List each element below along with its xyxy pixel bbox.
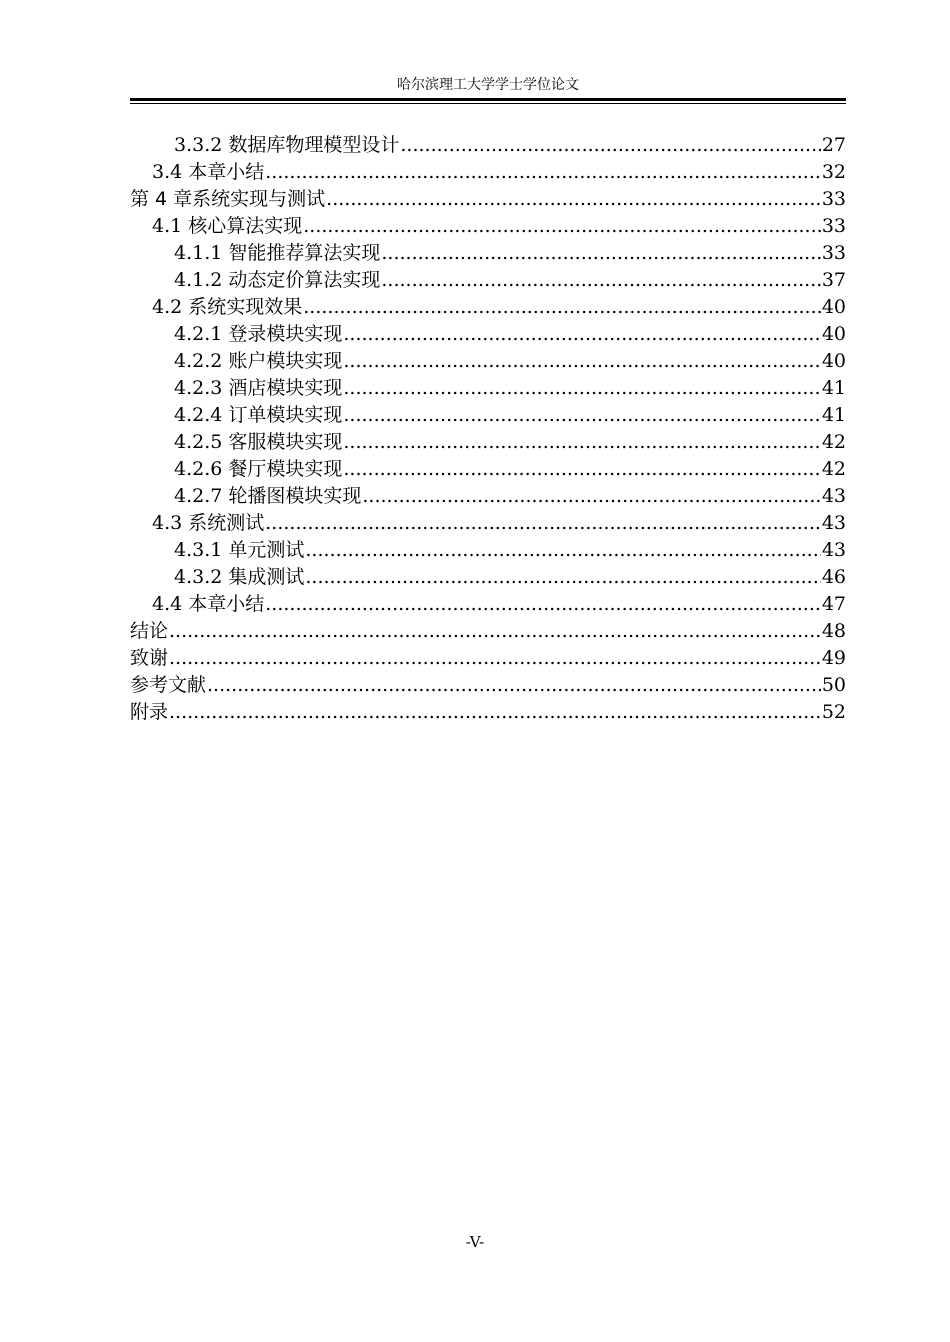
- toc-entry-label: 4.1.2 动态定价算法实现: [174, 269, 381, 291]
- toc-dot-leader: [303, 213, 821, 240]
- toc-dot-leader: [343, 348, 820, 375]
- header-rule-thin: [130, 103, 846, 104]
- toc-entry[interactable]: [130, 645, 846, 672]
- page-number: -V-: [465, 1233, 485, 1251]
- toc-entry-page: 33: [821, 215, 846, 237]
- toc-entry-page: 33: [821, 242, 846, 264]
- toc-dot-leader: [381, 240, 820, 267]
- table-of-contents: [130, 132, 846, 726]
- toc-entry-page: 43: [821, 539, 846, 561]
- toc-entry-label: 4.3.2 集成测试: [174, 566, 305, 588]
- toc-entry-label: 结论: [130, 620, 169, 642]
- toc-entry-label: 4.3.1 单元测试: [174, 539, 305, 561]
- toc-dot-leader: [169, 618, 821, 645]
- toc-dot-leader: [265, 159, 821, 186]
- toc-entry-label: 4.2.6 餐厅模块实现: [174, 458, 343, 480]
- toc-entry-page: 52: [821, 701, 846, 723]
- toc-entry[interactable]: [130, 618, 846, 645]
- toc-entry[interactable]: [130, 294, 846, 321]
- toc-entry-page: 48: [821, 620, 846, 642]
- toc-dot-leader: [343, 456, 820, 483]
- toc-dot-leader: [343, 321, 820, 348]
- toc-entry-label: 4.1.1 智能推荐算法实现: [174, 242, 381, 264]
- toc-entry-page: 46: [821, 566, 846, 588]
- toc-entry-label: 3.4 本章小结: [152, 161, 265, 183]
- toc-entry-page: 43: [821, 485, 846, 507]
- toc-dot-leader: [343, 375, 820, 402]
- toc-entry[interactable]: [130, 564, 846, 591]
- toc-dot-leader: [362, 483, 820, 510]
- toc-entry-page: 41: [821, 404, 846, 426]
- toc-dot-leader: [343, 429, 820, 456]
- toc-entry-label: 4.2 系统实现效果: [152, 296, 303, 318]
- toc-dot-leader: [305, 537, 820, 564]
- toc-dot-leader: [326, 186, 821, 213]
- toc-entry[interactable]: [130, 132, 846, 159]
- toc-entry-label: 4.2.4 订单模块实现: [174, 404, 343, 426]
- toc-dot-leader: [265, 510, 821, 537]
- toc-entry-page: 27: [821, 134, 846, 156]
- header-rule-thick: [130, 98, 846, 101]
- toc-dot-leader: [207, 672, 821, 699]
- toc-entry-page: 41: [821, 377, 846, 399]
- toc-dot-leader: [303, 294, 821, 321]
- toc-entry-page: 47: [821, 593, 846, 615]
- toc-entry-page: 37: [821, 269, 846, 291]
- toc-entry[interactable]: [130, 348, 846, 375]
- toc-entry[interactable]: [130, 375, 846, 402]
- running-header: 哈尔滨理工大学学士学位论文: [397, 77, 579, 93]
- toc-entry-label: 4.2.3 酒店模块实现: [174, 377, 343, 399]
- toc-entry-label: 4.2.2 账户模块实现: [174, 350, 343, 372]
- toc-dot-leader: [169, 645, 821, 672]
- toc-entry[interactable]: [130, 591, 846, 618]
- toc-entry-label: 4.3 系统测试: [152, 512, 265, 534]
- toc-dot-leader: [343, 402, 820, 429]
- toc-entry[interactable]: [130, 186, 846, 213]
- toc-entry-page: 32: [821, 161, 846, 183]
- toc-entry[interactable]: [130, 483, 846, 510]
- toc-entry-label: 第 4 章系统实现与测试: [130, 188, 326, 210]
- toc-entry-page: 40: [821, 350, 846, 372]
- toc-entry-label: 参考文献: [130, 674, 207, 696]
- toc-entry[interactable]: [130, 267, 846, 294]
- toc-dot-leader: [400, 132, 820, 159]
- toc-entry-label: 4.2.5 客服模块实现: [174, 431, 343, 453]
- toc-entry-label: 4.2.1 登录模块实现: [174, 323, 343, 345]
- toc-entry[interactable]: [130, 699, 846, 726]
- toc-entry-page: 40: [821, 296, 846, 318]
- toc-entry-page: 43: [821, 512, 846, 534]
- toc-entry-page: 33: [821, 188, 846, 210]
- toc-entry[interactable]: [130, 672, 846, 699]
- toc-entry-page: 42: [821, 458, 846, 480]
- toc-entry-label: 3.3.2 数据库物理模型设计: [174, 134, 400, 156]
- toc-entry-label: 附录: [130, 701, 169, 723]
- toc-entry-label: 4.2.7 轮播图模块实现: [174, 485, 362, 507]
- toc-dot-leader: [381, 267, 820, 294]
- toc-dot-leader: [265, 591, 821, 618]
- toc-entry[interactable]: [130, 456, 846, 483]
- toc-entry-page: 40: [821, 323, 846, 345]
- toc-entry-label: 4.4 本章小结: [152, 593, 265, 615]
- toc-dot-leader: [169, 699, 821, 726]
- toc-entry-label: 4.1 核心算法实现: [152, 215, 303, 237]
- toc-entry[interactable]: [130, 402, 846, 429]
- toc-entry[interactable]: [130, 240, 846, 267]
- toc-dot-leader: [305, 564, 820, 591]
- toc-entry[interactable]: [130, 321, 846, 348]
- toc-entry[interactable]: [130, 429, 846, 456]
- toc-entry[interactable]: [130, 537, 846, 564]
- toc-entry-page: 42: [821, 431, 846, 453]
- toc-entry-page: 50: [821, 674, 846, 696]
- toc-entry-label: 致谢: [130, 647, 169, 669]
- toc-entry[interactable]: [130, 159, 846, 186]
- toc-entry-page: 49: [821, 647, 846, 669]
- toc-entry[interactable]: [130, 510, 846, 537]
- toc-entry[interactable]: [130, 213, 846, 240]
